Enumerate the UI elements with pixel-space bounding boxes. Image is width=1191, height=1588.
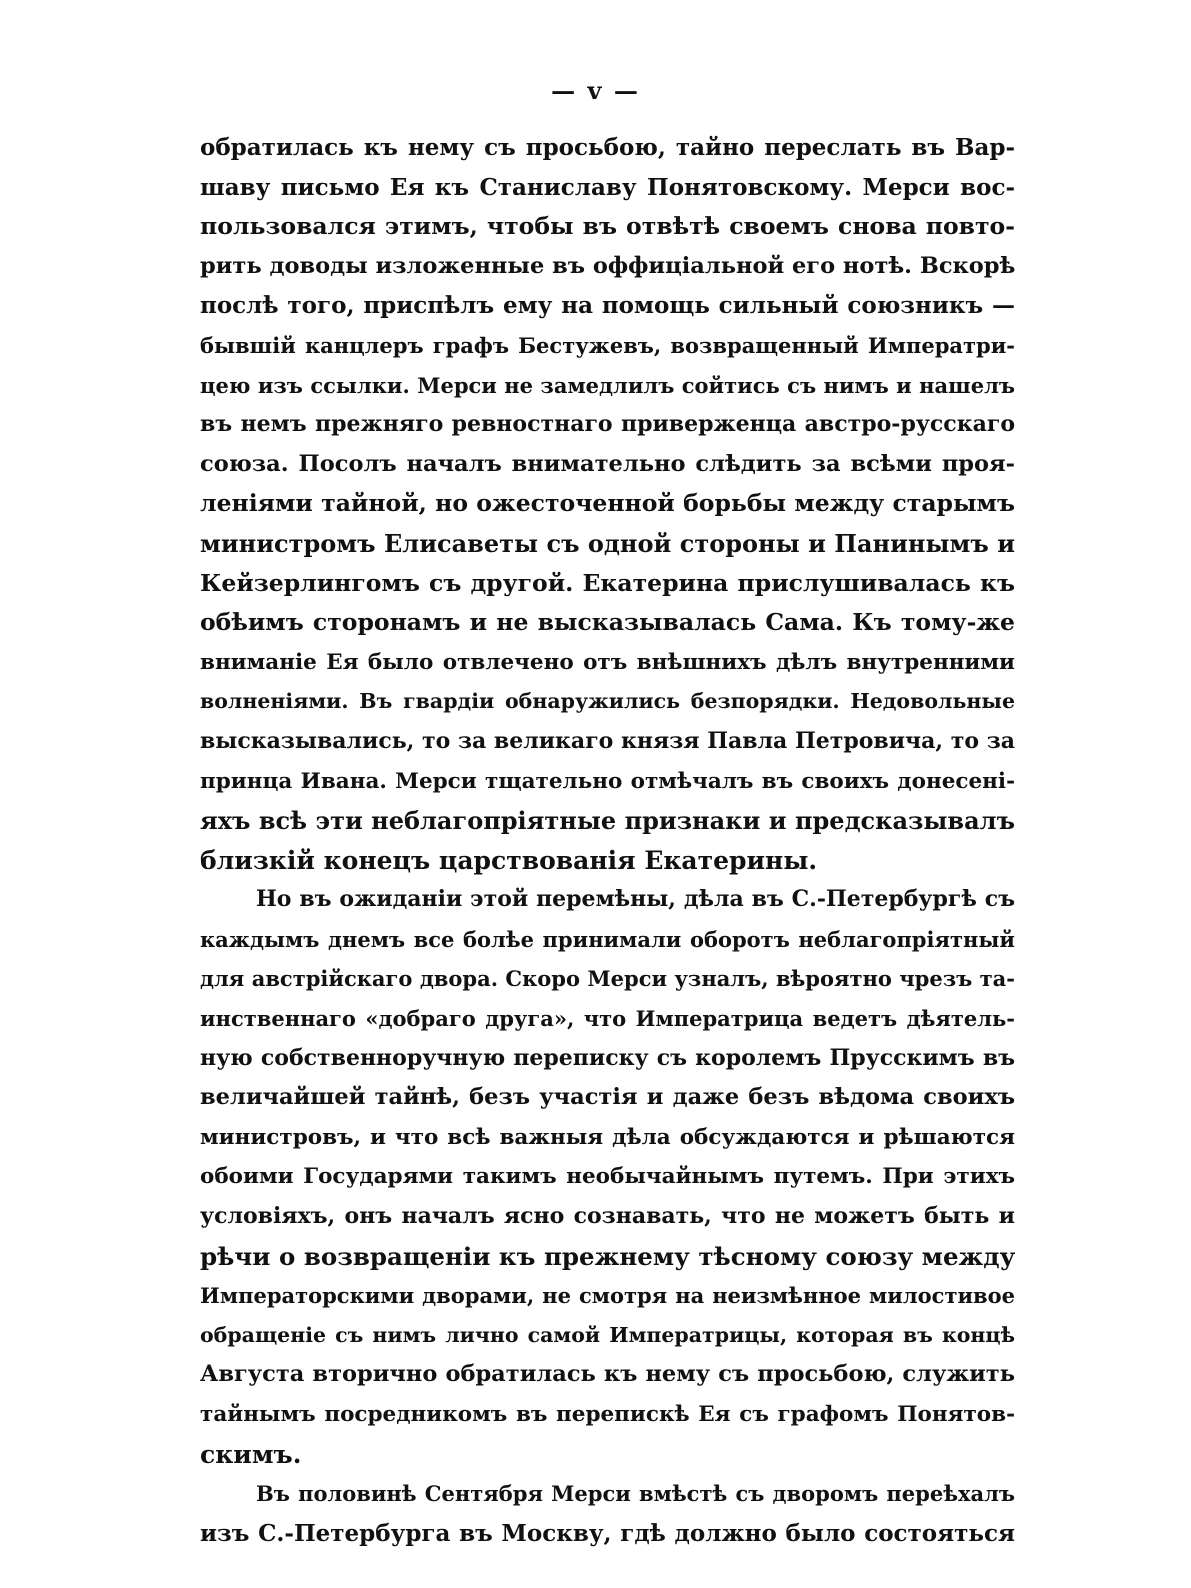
text-line: обращеніе съ нимъ лично самой Императрицы, которая въ концѣ	[200, 1322, 1015, 1347]
text-line: министровъ, и что всѣ важныя дѣла обсуждаются и рѣшаются	[200, 1124, 1015, 1150]
text-line: министромъ Елисаветы съ одной стороны и Панинымъ и	[200, 528, 1015, 558]
text-line: рить доводы изложенные въ оффиціальной его нотѣ. Вскорѣ	[200, 252, 1015, 279]
text-line: Августа вторично обратилась къ нему съ просьбою, служить	[200, 1361, 1015, 1388]
text-line: условіяхъ, онъ началъ ясно сознавать, что не можетъ быть и	[200, 1203, 1015, 1230]
text-line: высказывались, то за великаго князя Павла Петровича, то за	[200, 727, 1015, 754]
text-line: величайшей тайнѣ, безъ участія и даже безъ вѣдома своихъ	[200, 1084, 1015, 1111]
text-line: цею изъ ссылки. Мерси не замедлилъ сойтись съ нимъ и нашелъ	[200, 372, 1015, 398]
text-line: инственнаго «добраго друга», что Императрица ведетъ дѣятель-	[200, 1006, 1015, 1032]
text-line: обѣимъ сторонамъ и не высказывалась Сама. Къ тому-же	[200, 608, 1015, 637]
text-line: близкій конецъ царствованія Екатерины.	[200, 845, 818, 875]
text-line: въ немъ прежняго ревностнаго приверженца австро-русскаго	[200, 411, 1015, 438]
text-line: изъ С.-Петербурга въ Москву, гдѣ должно было состояться	[200, 1519, 1015, 1547]
text-line: тайнымъ посредникомъ въ перепискѣ Ея съ графомъ Понятов-	[200, 1402, 1015, 1427]
text-line: бывшій канцлеръ графъ Бестужевъ, возвращенный Императри-	[200, 332, 1015, 358]
text-line: Императорскими дворами, не смотря на неизмѣнное милостивое	[200, 1283, 1015, 1309]
text-line: обратилась къ нему съ просьбою, тайно переслать въ Вар-	[200, 134, 1015, 161]
page-number: — v —	[551, 76, 640, 105]
text-line: Но въ ожиданіи этой перемѣны, дѣла въ С.-Петербургѣ съ	[256, 886, 1015, 913]
text-line: рѣчи о возвращеніи къ прежнему тѣсному союзу между	[200, 1241, 1015, 1271]
text-line: пользовался этимъ, чтобы въ отвѣтѣ своемъ снова повто-	[200, 212, 1015, 241]
text-line: союза. Посолъ началъ внимательно слѣдить за всѣми проя-	[200, 450, 1015, 477]
text-line: скимъ.	[200, 1439, 302, 1469]
text-line: леніями тайной, но ожесточенной борьбы между старымъ	[200, 489, 1015, 518]
text-line: для австрійскаго двора. Скоро Мерси узналъ, вѣроятно чрезъ та-	[200, 966, 1015, 992]
body-text	[200, 128, 1015, 1553]
text-line: послѣ того, приспѣлъ ему на помощь сильный союзникъ —	[200, 292, 1015, 320]
text-line: вниманіе Ея было отвлечено отъ внѣшнихъ дѣлъ внутренними	[200, 649, 1015, 675]
text-line: Въ половинѣ Сентября Мерси вмѣстѣ съ дворомъ переѣхалъ	[256, 1481, 1015, 1507]
text-line: яхъ всѣ эти неблагопріятные признаки и предсказывалъ	[200, 806, 1015, 836]
text-line: волненіями. Въ гвардіи обнаружились безпорядки. Недовольные	[200, 689, 1015, 714]
text-line: каждымъ днемъ все болѣе принимали оборотъ неблагопріятный	[200, 926, 1015, 952]
text-line: шаву письмо Ея къ Станиславу Понятовскому. Мерси вос-	[200, 173, 1015, 201]
text-line: принца Ивана. Мерси тщательно отмѣчалъ въ своихъ донесені-	[200, 768, 1015, 794]
text-line: ную собственноручную переписку съ королемъ Прусскимъ въ	[200, 1044, 1015, 1071]
text-line: обоими Государями такимъ необычайнымъ путемъ. При этихъ	[200, 1164, 1015, 1190]
text-line: Кейзерлингомъ съ другой. Екатерина прислушивалась къ	[200, 568, 1015, 597]
